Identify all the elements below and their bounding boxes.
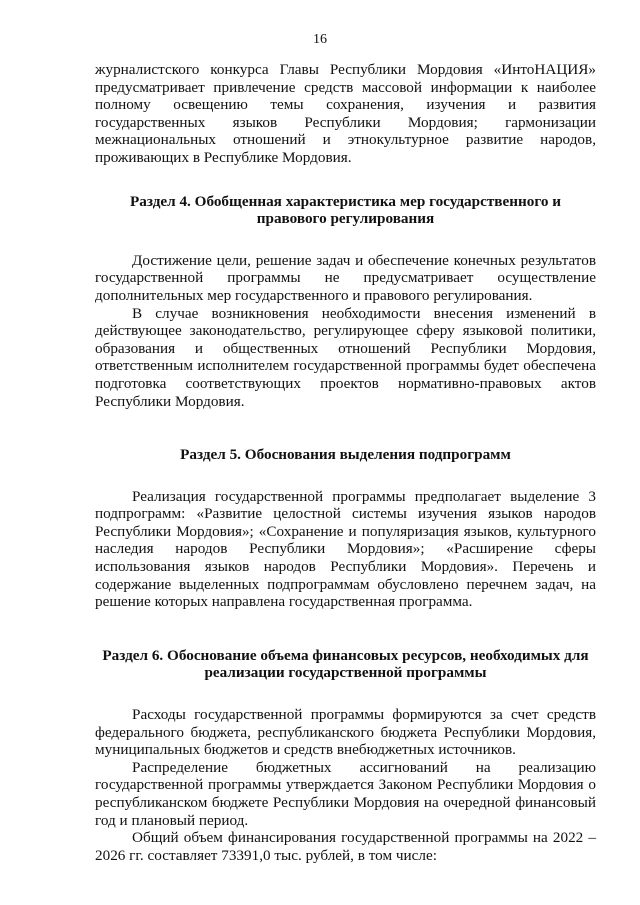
section-4-heading: Раздел 4. Обобщенная характеристика мер государственного и правового регулирования (130, 192, 561, 228)
section-6-heading: Раздел 6. Обоснование объема финансовых ресурсов, необходимых для реализации государственной программы (102, 646, 589, 682)
section-5-paragraph-1: Реализация государственной программы предполагает выделение 3 подпрограмм: «Развитие целостной системы изучения языков народов Республики Мордовия»; «Сохранение и популяризация языков, культурного наследия народов Республики Мордовия»; «Расширение сферы использования языков народов Республики Мордовия». Перечень и содержание выделенных подпрограммам обусловлено перечнем задач, на решение которых направлена государственная программа. (95, 487, 596, 611)
section-6-paragraph-2: Распределение бюджетных ассигнований на реализацию государственной программы утверждается Законом Республики Мордовия о республиканском бюджете Республики Мордовия на очередной финансовый год и плановый период. (95, 758, 596, 829)
section-6-paragraph-3: Общий объем финансирования государственной программы на 2022 – 2026 гг. составляет 73391,0 тыс. рублей, в том числе: (95, 829, 596, 864)
section-4-paragraph-2: В случае возникновения необходимости внесения изменений в действующее законодательство, регулирующее сферу языковой политики, образования и общественных отношений Республики Мордовия, ответственным исполнителем государственной программы будет обеспечена подготовка соответствующих проектов нормативно-правовых актов Республики Мордовия. (95, 304, 596, 410)
intro-paragraph: журналистского конкурса Главы Республики Мордовия «ИнтоНАЦИЯ» предусматривает привлечение средств массовой информации к наиболее полному освещению темы сохранения, изучения и развития государственных языков Республики Мордовия; гармонизации межнациональных отношений и этнокультурное развитие народов, проживающих в Республике Мордовия. (95, 61, 596, 166)
section-5-heading: Раздел 5. Обоснования выделения подпрограмм (180, 446, 511, 464)
section-6-paragraph-1: Расходы государственной программы формируются за счет средств федерального бюджета, республиканского бюджета Республики Мордовия, муниципальных бюджетов и средств внебюджетных источников. (95, 706, 596, 759)
document-body (95, 61, 596, 864)
page-number: 16 (313, 32, 327, 47)
section-4-paragraph-1: Достижение цели, решение задач и обеспечение конечных результатов государственной программы не предусматривает осуществление дополнительных мер государственного и правового регулирования. (95, 251, 596, 304)
